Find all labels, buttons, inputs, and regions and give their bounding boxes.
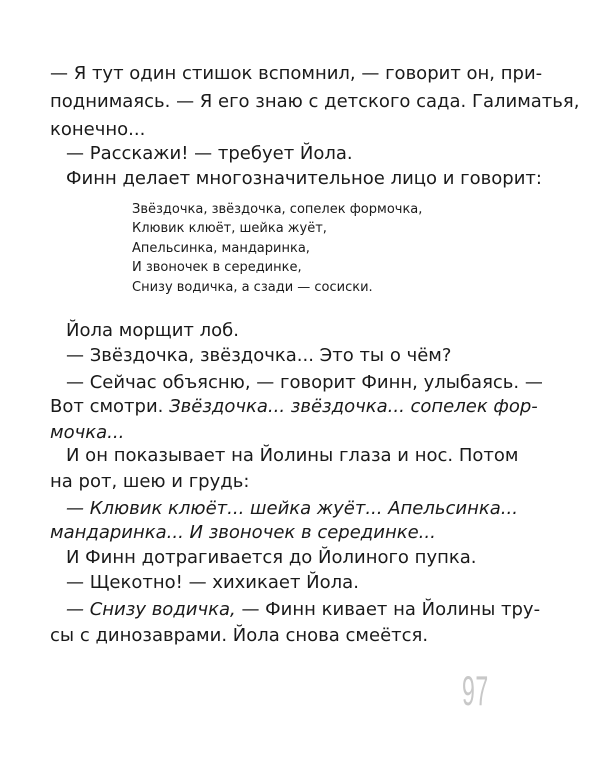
paragraph-line: мандаринка... И звоночек в серединке... [50,522,436,543]
paragraph-line [66,596,541,623]
paragraph-line: мочка... [50,422,125,443]
paragraph-line: Йола морщит лоб. [66,320,239,341]
poem-line: Клювик клюёт, шейка жуёт, [132,221,327,237]
text-run: — Финн кивает на Йолины тру- [235,599,541,620]
paragraph-line [50,393,538,420]
paragraph-line: конечно... [50,119,146,140]
paragraph-line: поднимаясь. — Я его знаю с детского сада. Галиматья, [50,91,580,112]
poem-line: Звёздочка, звёздочка, сопелек формочка, [132,202,423,217]
paragraph-line: И он показывает на Йолины глаза и нос. Потом [66,445,519,466]
italic-text-run: — Снизу водичка, [66,599,236,620]
paragraph-line: — Расскажи! — требует Йола. [66,143,353,164]
italic-text-run: Звёздочка... звёздочка... сопелек фор- [169,396,538,417]
page-number: 97 [462,667,489,714]
paragraph-line: Финн делает многозначительное лицо и говорит: [66,168,542,189]
paragraph-line: сы с динозаврами. Йола снова смеётся. [50,625,429,646]
paragraph-line: — Звёздочка, звёздочка... Это ты о чём? [66,345,452,366]
paragraph-line: на рот, шею и грудь: [50,471,250,492]
poem-line: Апельсинка, мандаринка, [132,240,310,256]
paragraph-line: — Щекотно! — хихикает Йола. [66,572,359,593]
poem-block [132,200,422,297]
paragraph-line: И Финн дотрагивается до Йолиного пупка. [66,547,477,568]
paragraph-line: — Сейчас объясню, — говорит Финн, улыбаясь. — [66,372,543,393]
poem-line: Снизу водичка, а сзади — сосиски. [132,279,373,295]
text-run: Вот смотри. [50,396,164,417]
paragraph-line: — Я тут один стишок вспомнил, — говорит он, при- [50,63,543,84]
poem-line: И звоночек в серединке, [132,260,302,276]
paragraph-line: — Клювик клюёт... шейка жуёт... Апельсинка... [66,498,518,519]
